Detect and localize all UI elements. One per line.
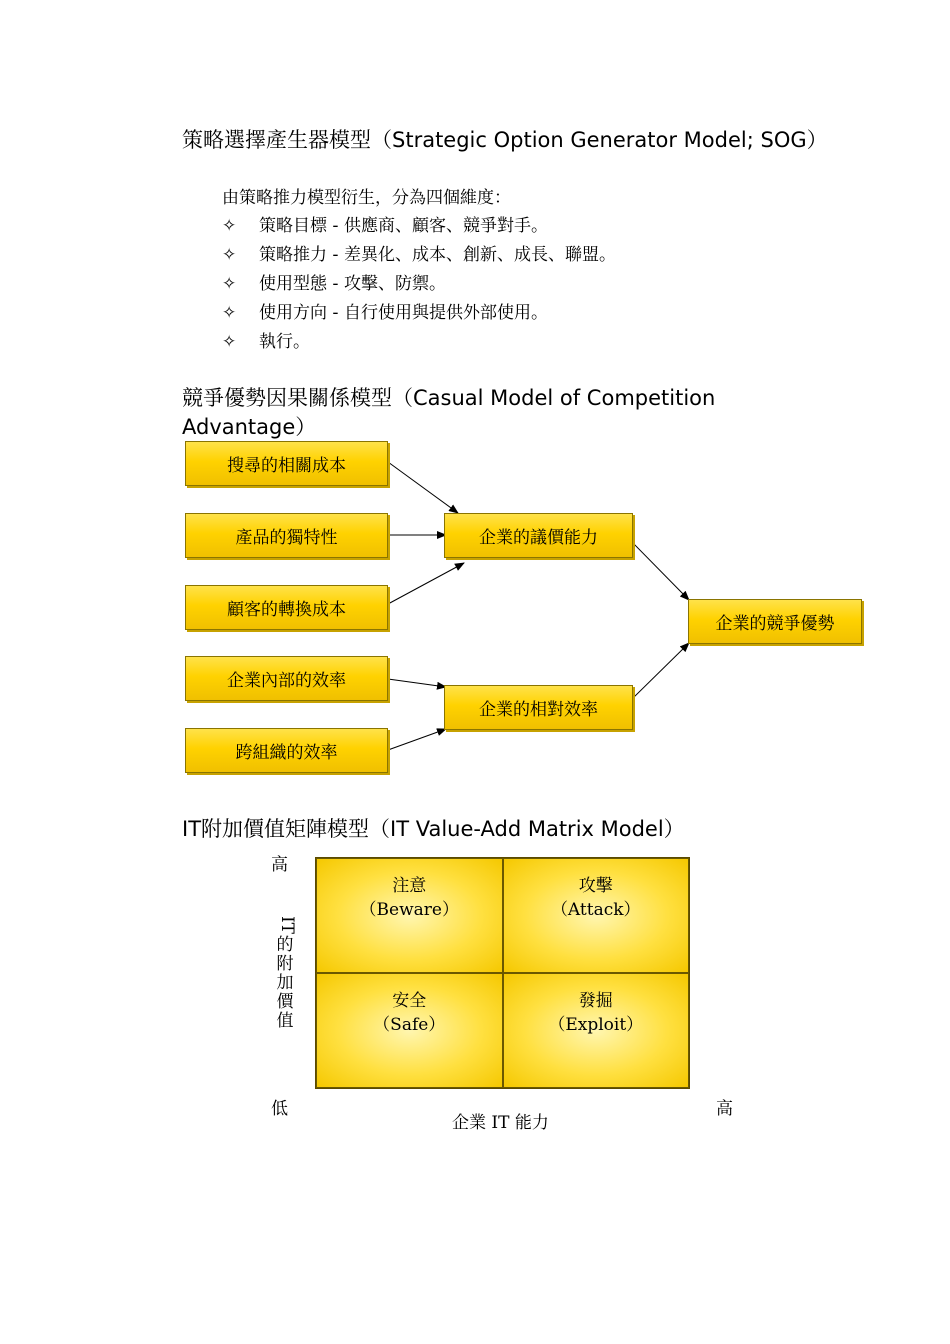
matrix-cell-exploit — [503, 973, 690, 1088]
y-axis-label — [274, 914, 296, 1031]
star-bullet-icon: ✧ — [222, 245, 237, 265]
cell-subtitle: （Exploit） — [548, 1014, 644, 1035]
matrix-cell-safe — [316, 973, 503, 1088]
bargaining-power-box: 企業的議價能力 — [444, 513, 633, 558]
internal-efficiency-box: 企業內部的效率 — [185, 656, 388, 701]
star-bullet-icon: ✧ — [222, 303, 237, 323]
y-axis-label-char: 價 — [276, 992, 294, 1012]
y-axis-label-char: 的 — [276, 935, 294, 955]
value-add-matrix — [315, 857, 690, 1089]
relative-efficiency-box: 企業的相對效率 — [444, 685, 633, 730]
x-axis-high-label: 高 — [716, 1099, 733, 1119]
axis-low-label: 低 — [271, 1099, 288, 1119]
matrix-title: IT附加價值矩陣模型（IT Value-Add Matrix Model） — [182, 817, 685, 841]
cell-subtitle: （Attack） — [550, 899, 641, 920]
list-item-text: 使用方向 - 自行使用與提供外部使用。 — [259, 303, 548, 323]
star-bullet-icon: ✧ — [222, 332, 237, 352]
matrix-cell-beware — [316, 858, 503, 973]
y-axis-label-char: 加 — [276, 973, 294, 993]
list-item-text: 使用型態 - 攻擊、防禦。 — [259, 274, 446, 294]
x-axis-label: 企業 IT 能力 — [452, 1113, 549, 1133]
list-item-text: 策略推力 - 差異化、成本、創新、成長、聯盟。 — [259, 245, 616, 265]
list-item-text: 策略目標 - 供應商、顧客、競爭對手。 — [259, 216, 548, 236]
matrix-cell-attack — [503, 858, 690, 973]
cell-title: 攻擊 — [578, 875, 613, 896]
arrow-search-to-bargaining — [388, 462, 458, 513]
arrow-switch-to-bargaining — [388, 563, 464, 604]
product-uniqueness-box: 產品的獨特性 — [185, 513, 388, 558]
arrow-internal-to-relative — [388, 679, 446, 687]
cell-subtitle: （Beware） — [359, 899, 459, 920]
arrow-bargaining-to-advantage — [633, 543, 689, 600]
search-cost-box: 搜尋的相關成本 — [185, 441, 388, 486]
interorg-efficiency-box: 跨組織的效率 — [185, 728, 388, 773]
sog-title: 策略選擇產生器模型（Strategic Option Generator Model; SOG） — [182, 128, 828, 152]
cell-title: 安全 — [392, 990, 427, 1011]
competitive-advantage-box: 企業的競爭優勢 — [688, 599, 862, 644]
causal-model-title: 競爭優勢因果關係模型（Casual Model of Competition Advantage） — [182, 386, 716, 439]
star-bullet-icon: ✧ — [222, 274, 237, 294]
y-axis-label-char: 值 — [276, 1011, 294, 1031]
star-bullet-icon: ✧ — [222, 216, 237, 236]
switching-cost-box: 顧客的轉換成本 — [185, 585, 388, 630]
arrow-relative-to-advantage — [633, 643, 689, 698]
cell-subtitle: （Safe） — [373, 1014, 446, 1035]
y-axis-label-it: IT — [277, 915, 297, 935]
sog-intro: 由策略推力模型衍生，分為四個維度： — [222, 188, 511, 208]
y-axis-high-label: 高 — [271, 855, 288, 875]
list-item-text: 執行。 — [259, 332, 310, 352]
cell-title: 發掘 — [578, 990, 613, 1011]
y-axis-label-char: 附 — [276, 954, 294, 974]
arrow-interorg-to-relative — [388, 729, 446, 750]
cell-title: 注意 — [392, 875, 427, 896]
